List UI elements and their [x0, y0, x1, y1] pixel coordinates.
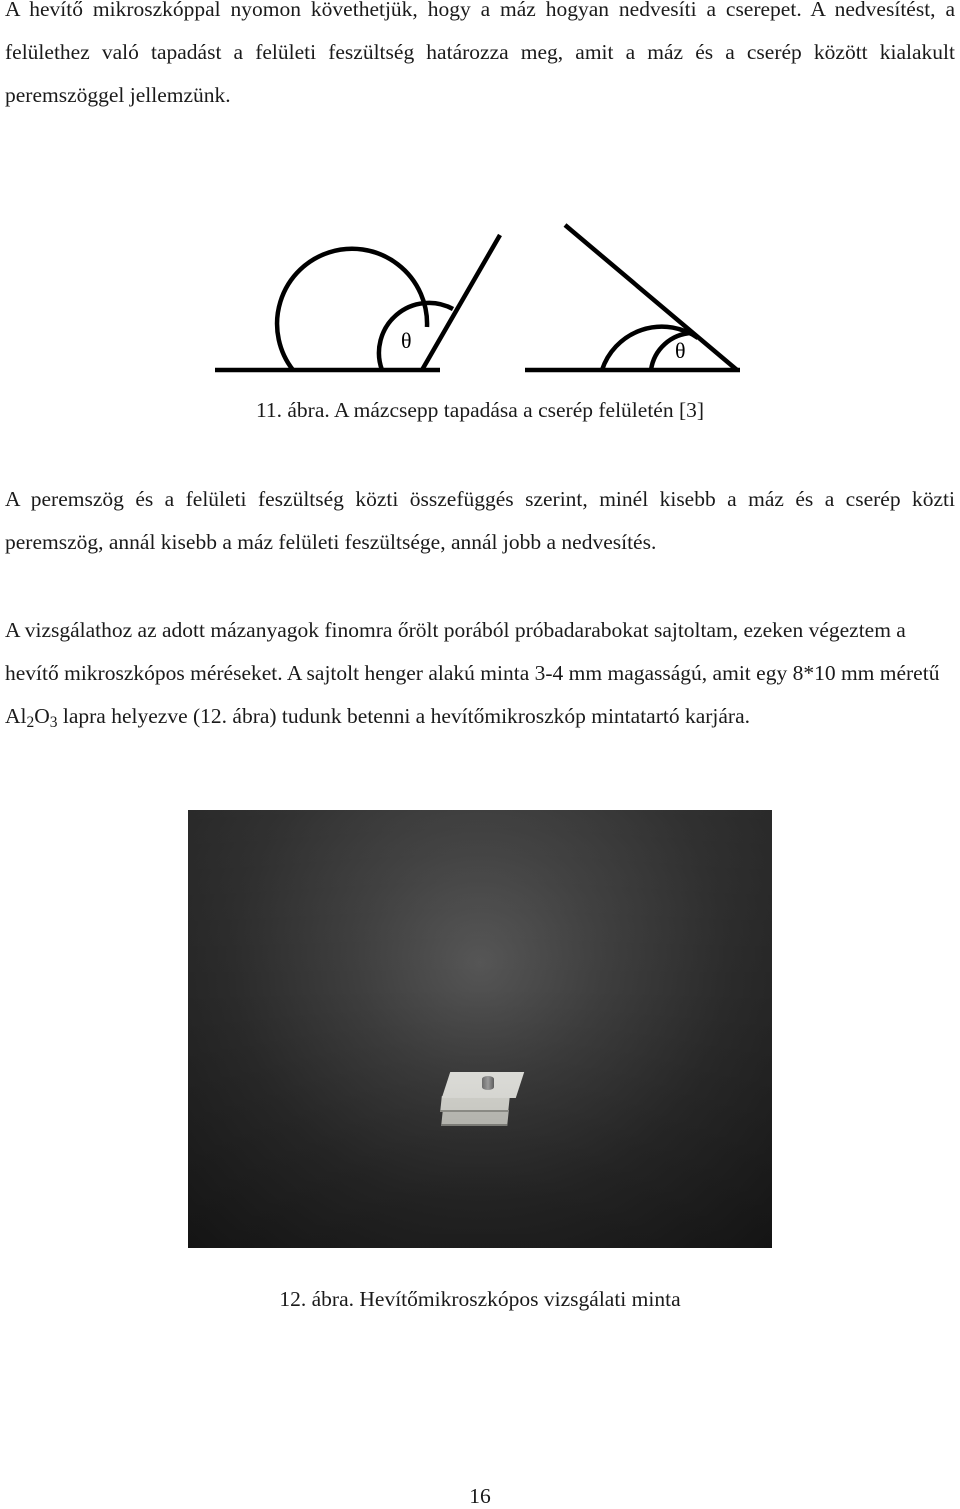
photo-shading: [188, 810, 772, 1248]
al-subscript: 2: [26, 713, 35, 731]
page-number: 16: [469, 1484, 491, 1508]
right-tangent-line: [565, 225, 737, 370]
theta-right-label: θ: [675, 338, 686, 363]
figure-11-caption: 11. ábra. A mázcsepp tapadása a cserép felületén [3]: [255, 398, 705, 422]
o-subscript: 3: [49, 713, 58, 731]
theta-left-label: θ: [401, 328, 412, 353]
right-angle-arc: [651, 333, 692, 370]
contact-angle-diagram: [205, 215, 750, 380]
intro-paragraph: A hevítő mikroszkóppal nyomon követhetjük, hogy a máz hogyan nedvesíti a cserepet. A nedvesítést, a felülethez való tapadást a felületi feszültség határozza meg, amit a máz és a cserép között kialakult peremszöggel jellemzünk.: [5, 0, 955, 107]
oxygen-symbol: O: [34, 704, 50, 728]
contact-angle-paragraph: A peremszög és a felületi feszültség közti összefüggés szerint, minél kisebb a máz és a cserép közti peremszög, annál kisebb a máz felületi feszültsége, annál jobb a nedvesítés.: [5, 487, 955, 554]
sample-text-part2: lapra helyezve (12. ábra) tudunk betenni a hevítőmikroszkóp mintatartó karjára.: [57, 704, 751, 728]
figure-12-caption: 12. ábra. Hevítőmikroszkópos vizsgálati minta: [279, 1287, 681, 1311]
sample-photo: [188, 810, 772, 1248]
sample-preparation-paragraph: [5, 609, 955, 738]
sample-text-part1: A vizsgálathoz az adott mázanyagok finomra őrölt porából próbadarabokat sajtoltam, ezeken végeztem a hevítő mikroszkópos méréseket. A sajtolt henger alakú minta 3-4 mm magasságú, amit egy 8*10 mm méretű Al: [5, 618, 940, 728]
